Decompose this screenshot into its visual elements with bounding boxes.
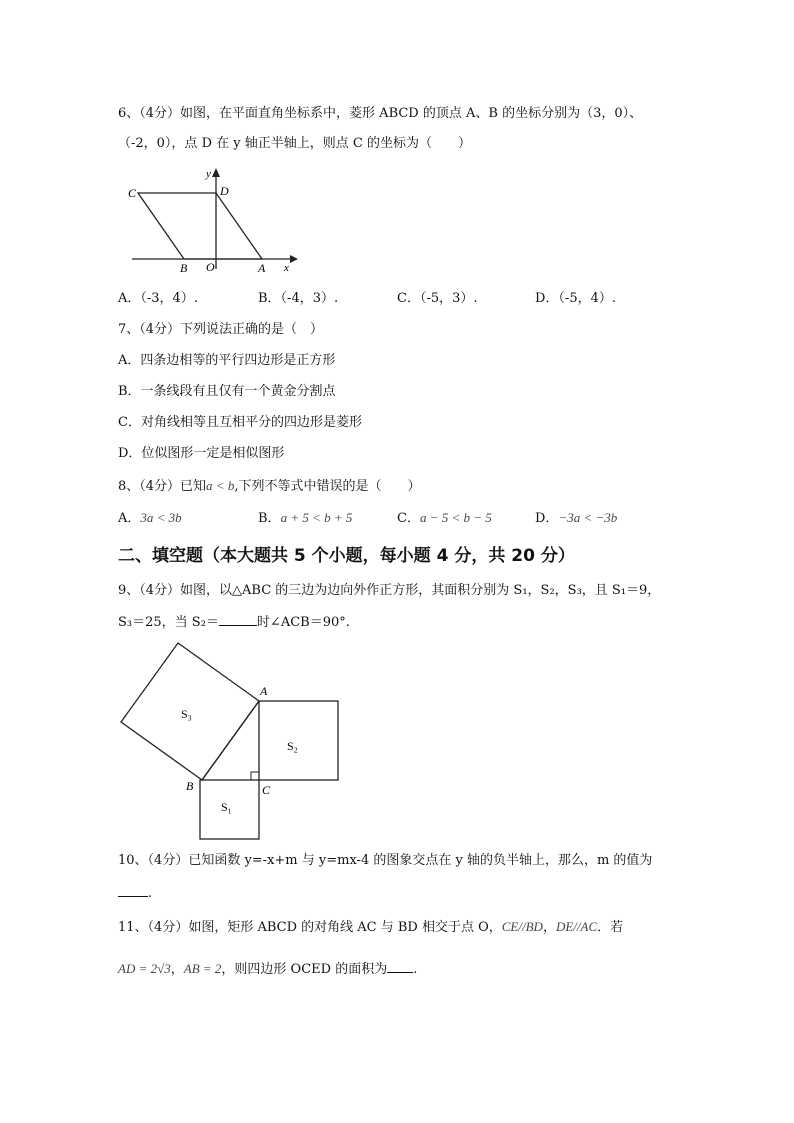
- q11-math-ce-bd: CE//BD: [501, 919, 543, 934]
- q8-option-d-math: −3a < −3b: [558, 510, 618, 525]
- q8-option-b-label: B．: [258, 511, 281, 526]
- q8-stem-suffix: ,下列不等式中错误的是（ ）: [234, 479, 421, 494]
- label-x: x: [284, 262, 289, 274]
- q11-line1-sep: ，: [542, 920, 556, 935]
- q6-stem-line1: 6、（4分）如图，在平面直角坐标系中，菱形 ABCD 的顶点 A、B 的坐标分别为（3，0）、: [118, 106, 643, 121]
- rhombus-abcd: [138, 193, 262, 259]
- q11-math-ab: AB = 2: [183, 961, 222, 976]
- q8-option-c[interactable]: [397, 509, 492, 528]
- section-2-title: 二、填空题（本大题共 5 个小题，每小题 4 分，共 20 分）: [118, 546, 575, 566]
- q8-stem: [118, 477, 420, 496]
- q8-option-d-label: D．: [535, 511, 559, 526]
- q9-squares-figure: [114, 638, 346, 844]
- label-a: A: [260, 684, 268, 698]
- q10-line2-suffix: .: [148, 886, 153, 901]
- label-c: C: [262, 783, 271, 797]
- label-s1: S₁: [221, 800, 232, 814]
- q8-option-a-math: 3a < 3b: [140, 510, 182, 525]
- q11-stem-line1: [118, 918, 623, 937]
- hypotenuse-ab: [202, 701, 259, 780]
- y-axis-arrow: [212, 168, 220, 177]
- q9-stem-line1: 9、（4分）如图，以△ABC 的三边为边向外作正方形，其面积分别为 S₁，S₂，S₃，且 S₁＝9，: [118, 583, 661, 598]
- label-b: B: [186, 779, 194, 793]
- label-a: A: [258, 261, 266, 275]
- q6-rhombus-figure: [118, 163, 300, 275]
- x-axis-arrow: [290, 255, 298, 263]
- q6-option-a[interactable]: A．（-3，4）.: [118, 291, 198, 306]
- q8-option-a[interactable]: [118, 509, 182, 528]
- q7-option-a[interactable]: A．四条边相等的平行四边形是正方形: [118, 353, 336, 368]
- q11-line1-prefix: 11、（4分）如图，矩形 ABCD 的对角线 AC 与 BD 相交于点 O，: [118, 920, 502, 935]
- q8-option-c-label: C．: [397, 511, 420, 526]
- q11-line2-text: ，则四边形 OCED 的面积为: [221, 962, 388, 977]
- q11-stem-line2: [118, 960, 417, 979]
- label-c: C: [128, 186, 137, 200]
- q11-line2-end: .: [413, 962, 418, 977]
- q10-stem-line1: 10、（4分）已知函数 y=-x+m 与 y=mx-4 的图象交点在 y 轴的负半轴上，那么，m 的值为: [118, 853, 653, 868]
- q11-math-ad: AD = 2√3: [118, 961, 171, 976]
- q10-stem-line2: [118, 884, 152, 903]
- label-o: O: [206, 260, 215, 274]
- q8-option-a-label: A．: [118, 511, 141, 526]
- q11-line1-suffix: ．若: [597, 920, 624, 935]
- label-y: y: [206, 168, 211, 180]
- q8-option-b-math: a + 5 < b + 5: [280, 510, 353, 525]
- q8-stem-prefix: 8、（4分）已知: [118, 479, 207, 494]
- q8-option-d[interactable]: [535, 509, 617, 528]
- q6-stem-line2: （-2，0），点 D 在 y 轴正半轴上，则点 C 的坐标为（ ）: [118, 136, 471, 151]
- q7-stem: 7、（4分）下列说法正确的是（ ）: [118, 322, 324, 337]
- q9-line2-suffix: 时∠ACB＝90°.: [256, 615, 350, 630]
- label-d: D: [220, 184, 229, 198]
- q6-option-c[interactable]: C．（-5，3）.: [397, 291, 478, 306]
- q8-option-c-math: a − 5 < b − 5: [419, 510, 492, 525]
- label-s2: S₂: [287, 739, 298, 753]
- q11-math-de-ac: DE//AC: [555, 919, 598, 934]
- q7-option-d[interactable]: D．位似图形一定是相似图形: [118, 446, 285, 461]
- q9-stem-line2: [118, 613, 350, 632]
- right-angle-mark: [251, 772, 259, 780]
- label-b: B: [180, 261, 188, 275]
- q6-option-b[interactable]: B．（-4，3）.: [258, 291, 339, 306]
- square-s2: [259, 701, 338, 780]
- q8-option-b[interactable]: [258, 509, 352, 528]
- q11-answer-blank[interactable]: [387, 960, 413, 973]
- q6-option-d[interactable]: D．（-5，4）.: [535, 291, 616, 306]
- q7-option-c[interactable]: C．对角线相等且互相平分的四边形是菱形: [118, 415, 362, 430]
- q8-stem-math: a < b: [206, 478, 235, 493]
- q9-line2-prefix: S₃＝25，当 S₂＝: [118, 615, 219, 630]
- q7-option-b[interactable]: B．一条线段有且仅有一个黄金分割点: [118, 384, 336, 399]
- q11-line2-sep: ，: [170, 962, 184, 977]
- q9-answer-blank[interactable]: [219, 613, 257, 626]
- q10-answer-blank[interactable]: [118, 884, 148, 897]
- label-s3: S₃: [181, 707, 192, 721]
